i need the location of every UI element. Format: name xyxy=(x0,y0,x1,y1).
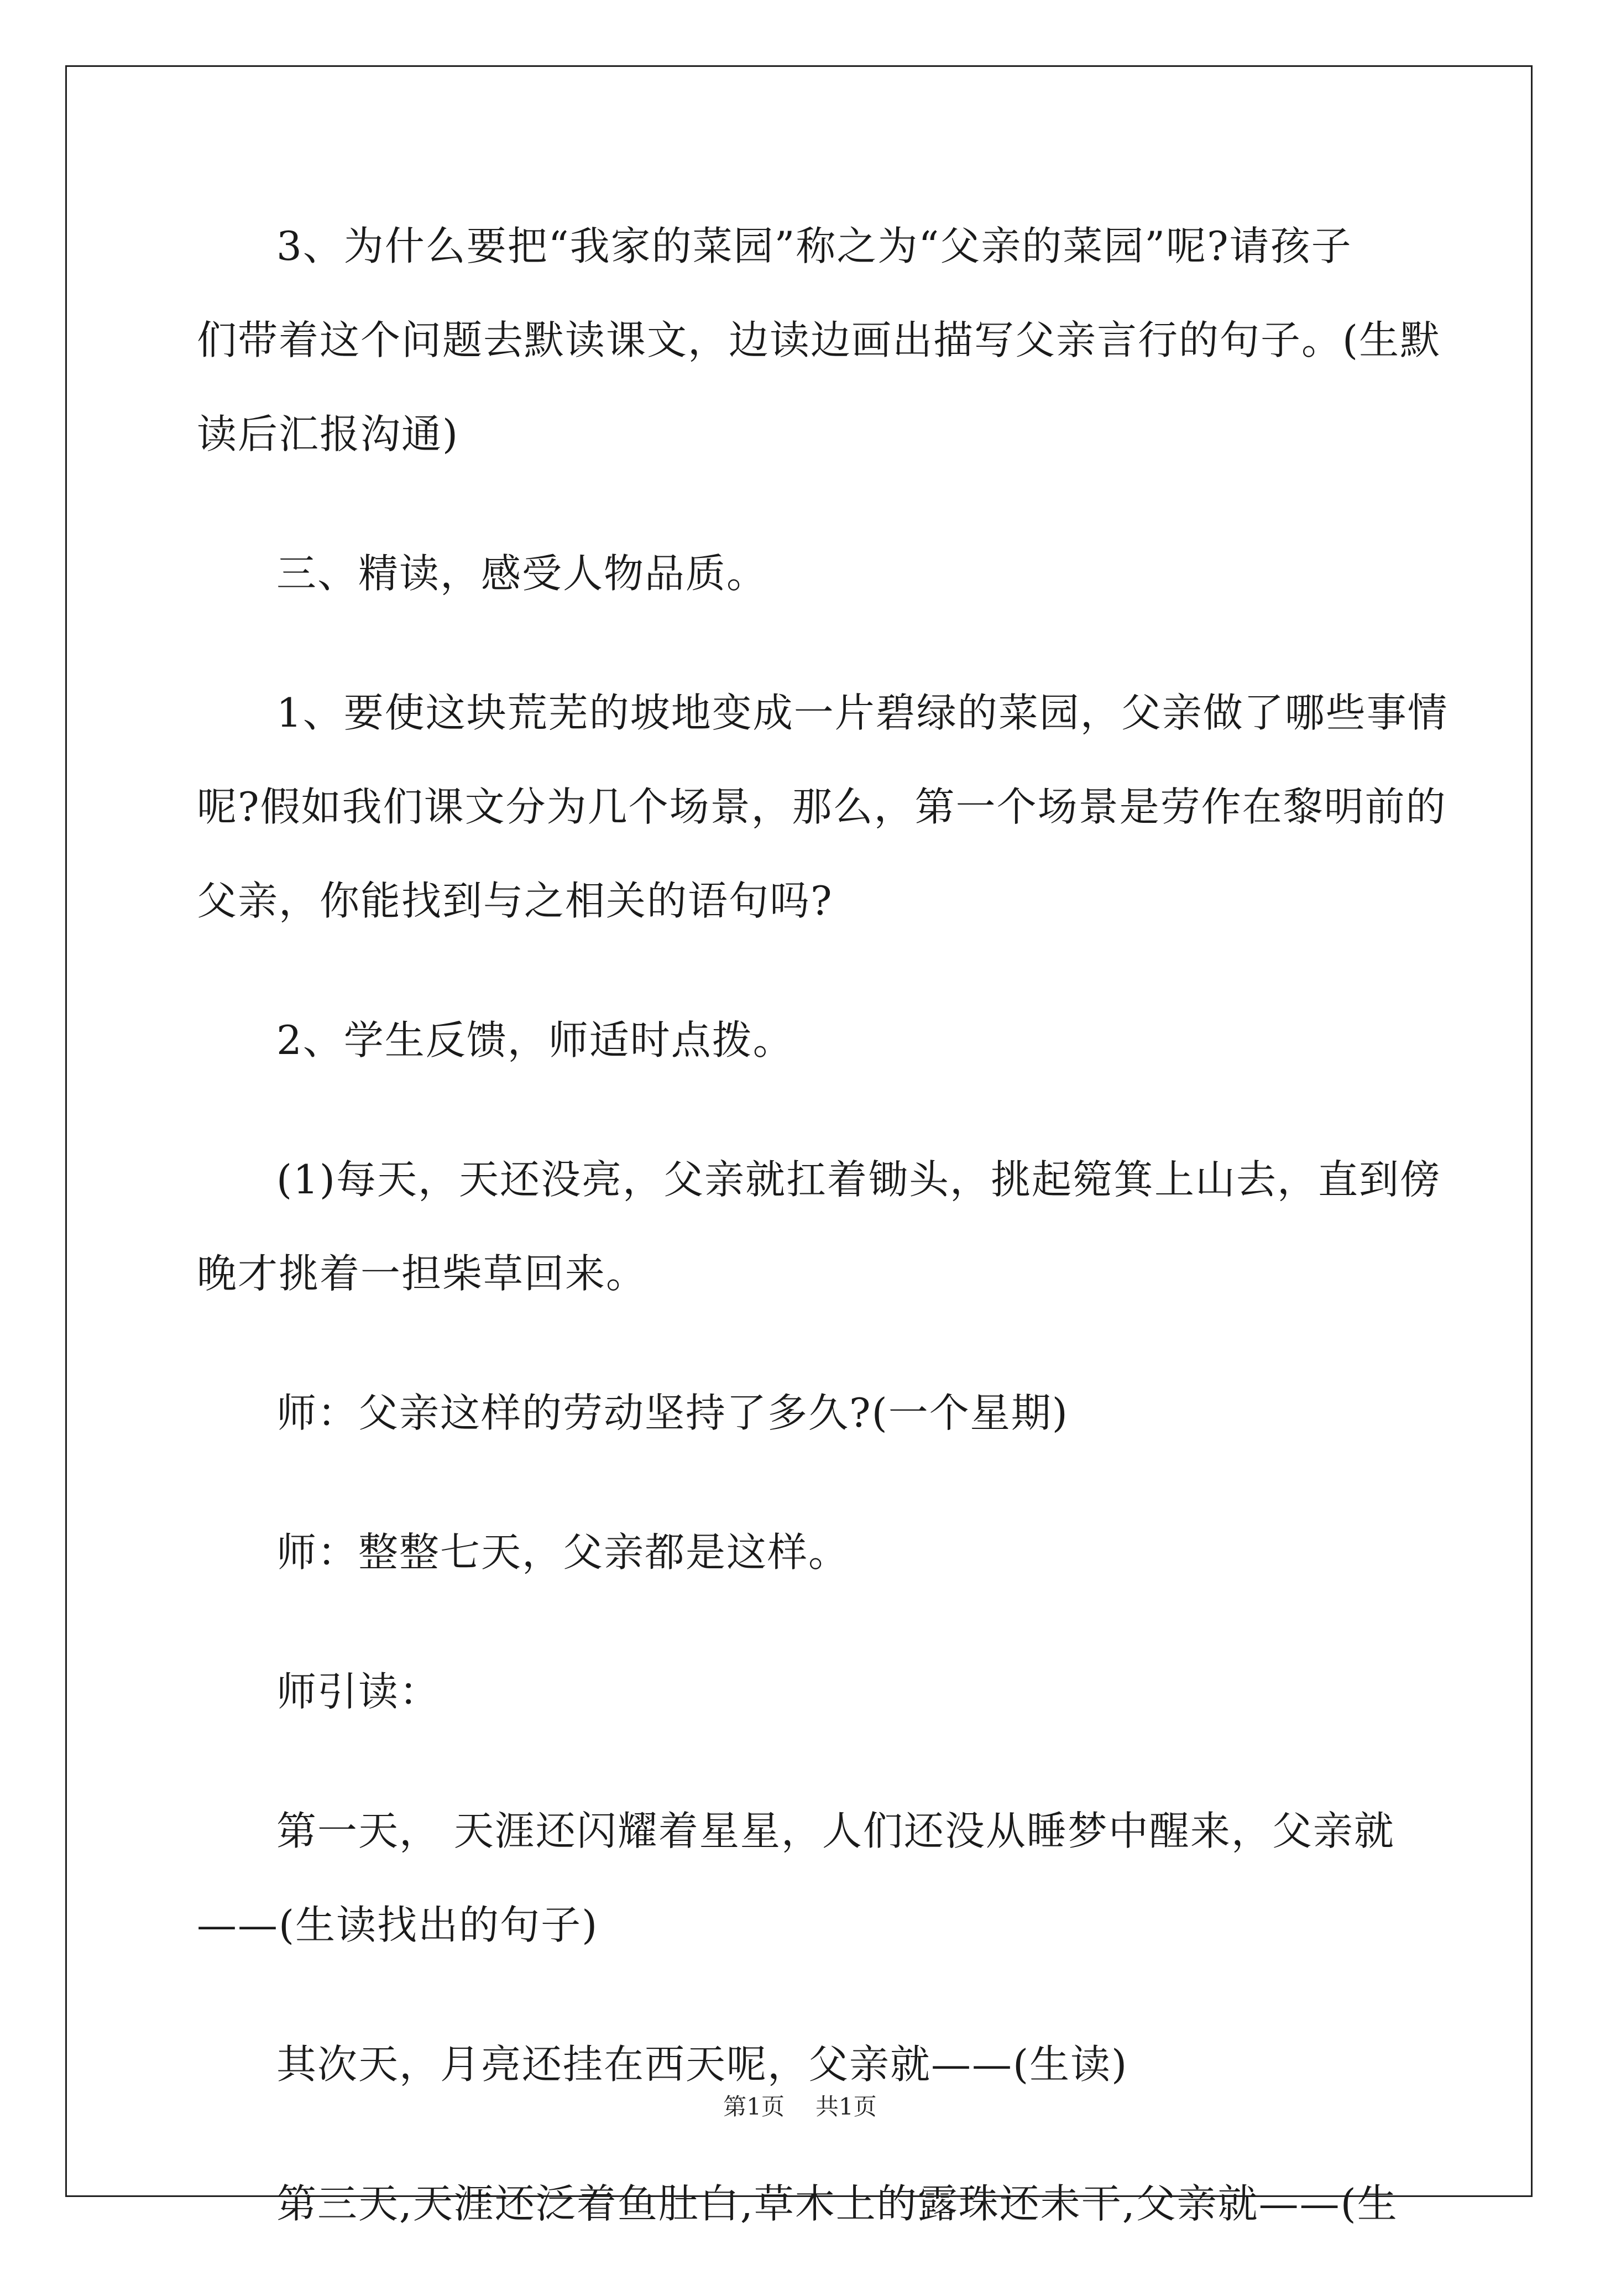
text-line: 三、精读，感受人物品质。 xyxy=(276,550,768,597)
text-line: 2、学生反馈，师适时点拨。 xyxy=(276,1017,794,1063)
section-heading-3 xyxy=(197,526,1402,620)
text-line: 晚才挑着一担柴草回来。 xyxy=(197,1250,647,1297)
text-line: 第三天,天涯还泛着鱼肚白,草木上的露珠还未干,父亲就——(生 xyxy=(276,2180,1398,2227)
paragraph-question-3 xyxy=(197,199,1441,481)
paragraph-teacher-remark xyxy=(197,1505,1402,1599)
text-line: 3、为什么要把“我家的菜园”称之为“父亲的菜园”呢?请孩子 xyxy=(276,223,1352,269)
document-body xyxy=(197,199,1449,2296)
paragraph-item-1 xyxy=(197,666,1449,948)
text-line: 呢?假如我们课文分为几个场景，那么，第一个场景是劳作在黎明前的 xyxy=(197,784,1447,830)
text-line: 读后汇报沟通) xyxy=(197,411,459,457)
paragraph-day-1 xyxy=(197,1784,1402,1972)
page-footer xyxy=(0,2090,1600,2123)
paragraph-teacher-question xyxy=(197,1366,1402,1460)
text-line: (1)每天，天还没亮，父亲就扛着锄头，挑起箢箕上山去，直到傍 xyxy=(276,1156,1441,1203)
text-line: 其次天，月亮还挂在西天呢，父亲就——(生读) xyxy=(276,2041,1128,2088)
paragraph-day-3 xyxy=(197,2157,1402,2251)
text-line: 1、要使这块荒芜的坡地变成一片碧绿的菜园，父亲做了哪些事情 xyxy=(276,690,1449,736)
text-line: 师引读： xyxy=(276,1668,441,1715)
paragraph-teacher-guide xyxy=(197,1645,1402,1739)
paragraph-item-2 xyxy=(197,993,1402,1087)
text-line: 第一天， 天涯还闪耀着星星，人们还没从睡梦中醒来，父亲就 xyxy=(276,1808,1395,1854)
text-line: 师：父亲这样的劳动坚持了多久?(一个星期) xyxy=(276,1390,1069,1436)
page-number-current: 第1页 xyxy=(723,2093,785,2120)
text-line: 们带着这个问题去默读课文，边读边画出描写父亲言行的句子。(生默 xyxy=(197,317,1441,363)
text-line: 父亲，你能找到与之相关的语句吗? xyxy=(197,878,833,924)
page-number-total: 共1页 xyxy=(815,2093,877,2120)
text-line: 师：整整七天，父亲都是这样。 xyxy=(276,1529,850,1575)
text-line: ——(生读找出的句子) xyxy=(197,1902,599,1948)
paragraph-quote-1 xyxy=(197,1133,1441,1321)
